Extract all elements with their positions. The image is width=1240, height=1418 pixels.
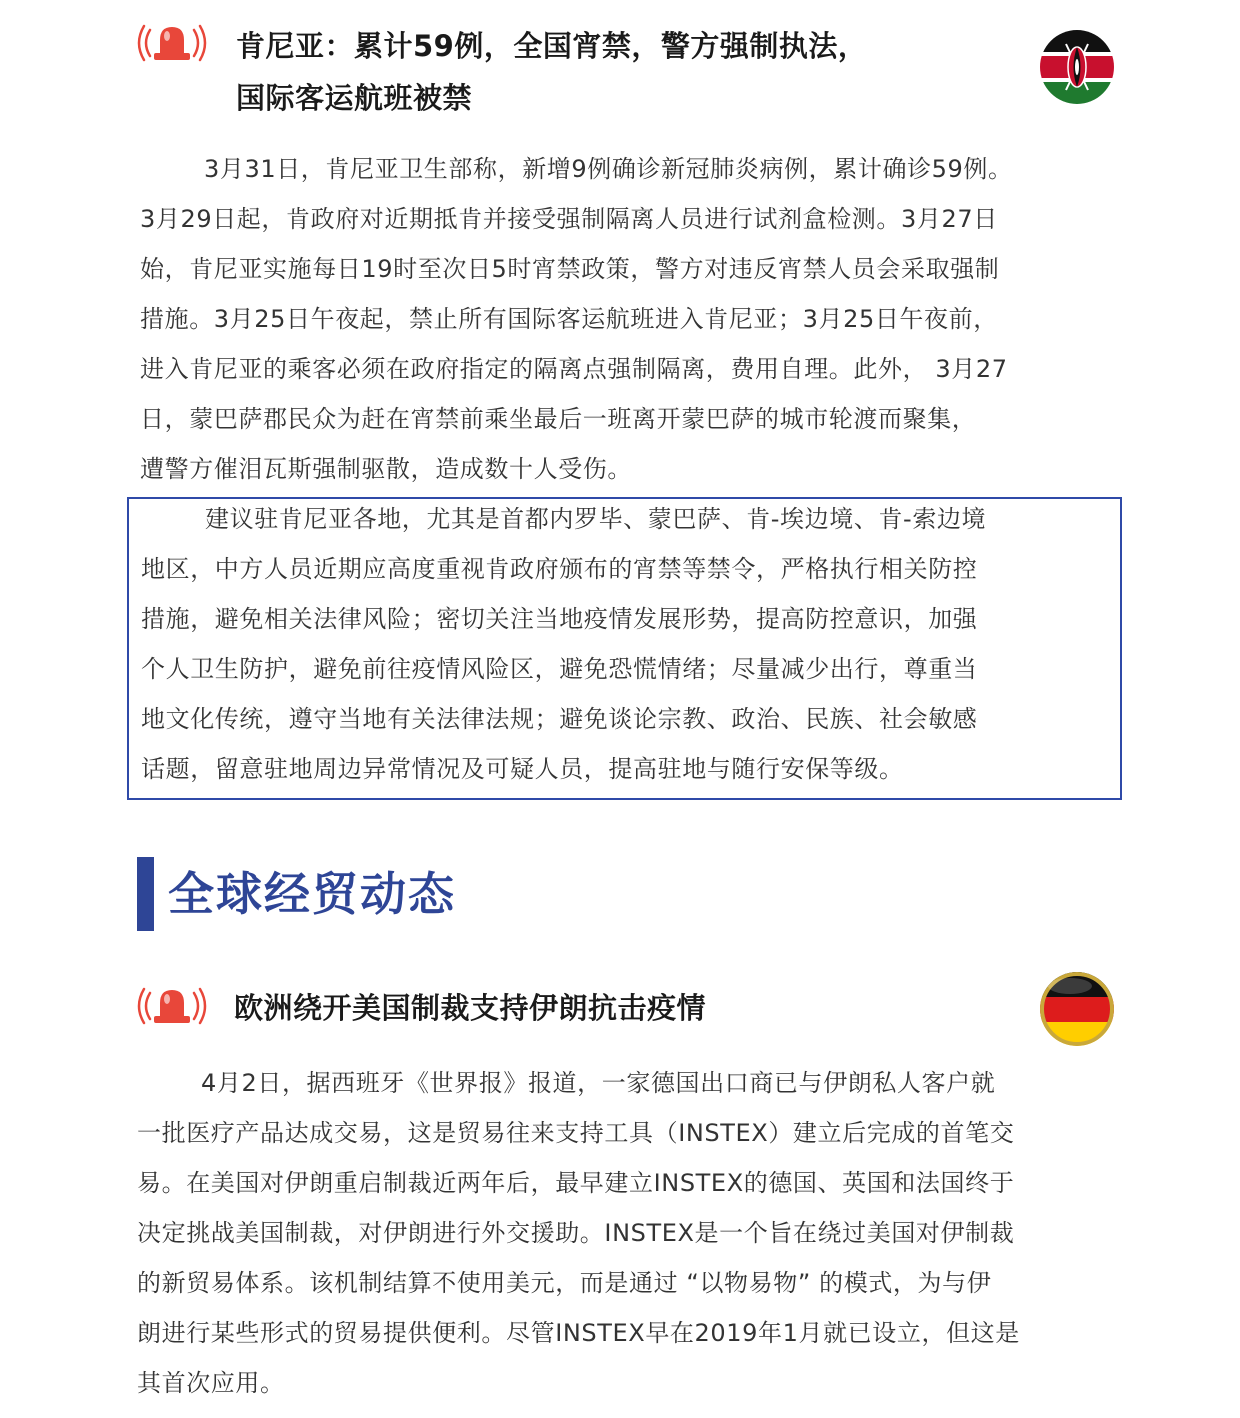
advice-line: 措施，避免相关法律风险；密切关注当地疫情发展形势，提高防控意识，加强 [141, 605, 978, 633]
kenya-flag-icon [1040, 30, 1114, 104]
alarm-bell-icon [136, 985, 208, 1027]
headline-line: 肯尼亚：累计59例，全国宵禁，警方强制执法， [236, 29, 868, 63]
body-line: 易。在美国对伊朗重启制裁近两年后，最早建立INSTEX的德国、英国和法国终于 [137, 1169, 1015, 1197]
alarm-bell-icon [136, 22, 208, 64]
headline-line: 欧洲绕开美国制裁支持伊朗抗击疫情 [234, 991, 707, 1025]
body-line: 遭警方催泪瓦斯强制驱散，造成数十人受伤。 [140, 455, 632, 483]
body-line: 3月31日，肯尼亚卫生部称，新增9例确诊新冠肺炎病例，累计确诊59例。 [204, 155, 1013, 183]
body-line: 4月2日，据西班牙《世界报》报道，一家德国出口商已与伊朗私人客户就 [201, 1069, 996, 1097]
advice-line: 地区，中方人员近期应高度重视肯政府颁布的宵禁等禁令，严格执行相关防控 [141, 555, 978, 583]
body-line: 朗进行某些形式的贸易提供便利。尽管INSTEX早在2019年1月就已设立，但这是 [137, 1319, 1020, 1347]
kenya-headline [236, 20, 867, 124]
advice-line: 建议驻肯尼亚各地，尤其是首都内罗毕、蒙巴萨、肯-埃边境、肯-索边境 [205, 505, 987, 533]
germany-flag-icon [1040, 972, 1114, 1046]
advice-line: 地文化传统，遵守当地有关法律法规；避免谈论宗教、政治、民族、社会敏感 [141, 705, 978, 733]
section-title: 全球经贸动态 [168, 867, 456, 921]
body-line: 一批医疗产品达成交易，这是贸易往来支持工具（INSTEX）建立后完成的首笔交 [137, 1119, 1015, 1147]
body-line: 措施。3月25日午夜起，禁止所有国际客运航班进入肯尼亚；3月25日午夜前， [140, 305, 998, 333]
body-line: 其首次应用。 [137, 1369, 285, 1397]
body-line: 进入肯尼亚的乘客必须在政府指定的隔离点强制隔离，费用自理。此外， 3月27 [140, 355, 1008, 383]
body-line: 决定挑战美国制裁，对伊朗进行外交援助。INSTEX是一个旨在绕过美国对伊制裁 [137, 1219, 1015, 1247]
headline-line: 国际客运航班被禁 [236, 81, 473, 115]
advice-line: 个人卫生防护，避免前往疫情风险区，避免恐慌情绪；尽量减少出行，尊重当 [141, 655, 978, 683]
body-line: 始，肯尼亚实施每日19时至次日5时宵禁政策，警方对违反宵禁人员会采取强制 [140, 255, 1000, 283]
body-line: 日，蒙巴萨郡民众为赶在宵禁前乘坐最后一班离开蒙巴萨的城市轮渡而聚集， [140, 405, 977, 433]
body-line: 3月29日起，肯政府对近期抵肯并接受强制隔离人员进行试剂盒检测。3月27日 [140, 205, 998, 233]
europe-headline [234, 982, 706, 1034]
section-accent-bar [137, 857, 154, 931]
advice-line: 话题，留意驻地周边异常情况及可疑人员，提高驻地与随行安保等级。 [141, 755, 904, 783]
body-line: 的新贸易体系。该机制结算不使用美元，而是通过 “以物易物” 的模式，为与伊 [137, 1269, 992, 1297]
europe-body [137, 1058, 1020, 1408]
kenya-body [140, 144, 1013, 494]
advice-text [141, 494, 986, 794]
